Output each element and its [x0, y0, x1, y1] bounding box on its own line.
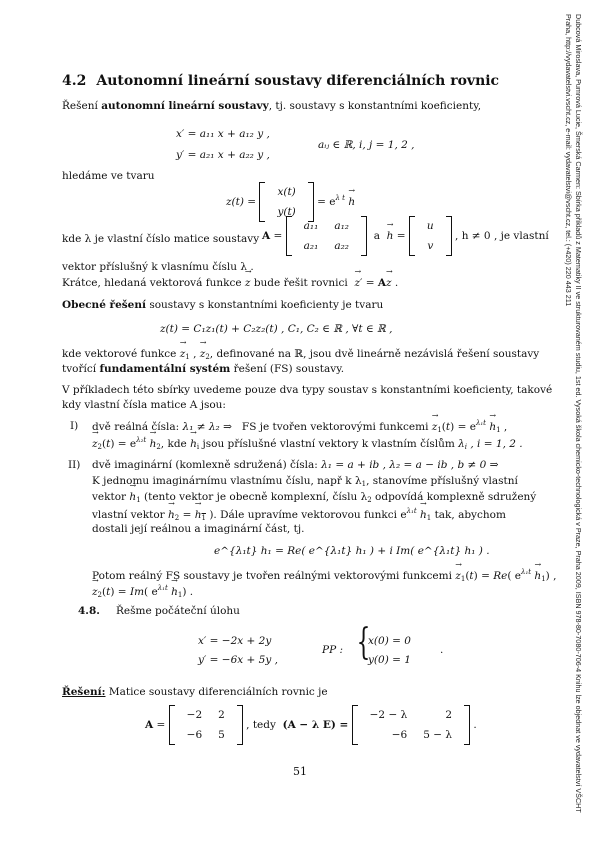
- and-word: a: [373, 230, 380, 243]
- example-matrix-a11: −2: [186, 709, 203, 721]
- vector-h: [409, 216, 452, 256]
- example-matrix-a12: 2: [218, 709, 225, 721]
- case-2-d: vektor: [92, 491, 127, 503]
- case-2-line4: vlastní vektor → $h_2$ = → $h_1$ ). Dále upravíme vektorovou funkci $e^{\lambda_1t} \to h_1$ tak, abychom: [92, 507, 506, 523]
- fs-tvorici: tvořící: [62, 363, 97, 375]
- example-matrix-a21: −6: [186, 729, 203, 742]
- case-2-a: dvě imaginární (komlexně sdružená) čísla:: [92, 459, 318, 471]
- case-2-mark: II): [68, 459, 81, 471]
- intro-rest: , tj. soustavy s konstantními koeficienty,: [268, 100, 482, 112]
- example-number: 4.8.: [78, 605, 100, 617]
- general-solution-bold: Obecné řešení: [62, 299, 146, 311]
- matrix-A-a12: a₁₂: [334, 220, 350, 232]
- system-eq2: y′ = a₂₁ x + a₂₂ y ,: [176, 149, 270, 161]
- fundamental-system-text: [62, 362, 344, 376]
- case-2-c: , stanovíme příslušný vlastní: [366, 475, 518, 487]
- characteristic-matrix: [352, 705, 470, 745]
- case-1-a: dvě reálná čísla:: [92, 421, 180, 433]
- example-eq1: x′ = −2x + 2y: [198, 635, 272, 647]
- ansatz-rhs: = e: [317, 196, 336, 209]
- case-2-condition: λ₁ = a + ib , λ₂ = a − ib , b ≠ 0 ⇒: [321, 459, 499, 471]
- char-matrix-label: (A − λ E) =: [282, 719, 349, 732]
- coefficient-domain: aᵢⱼ ∈ ℝ, i, j = 1, 2 ,: [318, 139, 415, 151]
- h-nonzero: , h ≠ 0 , je vlastní: [455, 230, 549, 243]
- example-matrix-A: [169, 705, 243, 745]
- initial-condition-y: y(0) = 1: [368, 654, 411, 666]
- char-matrix-b21: −6: [391, 729, 408, 742]
- solution-rest: Matice soustavy diferenciálních rovnic je: [108, 686, 328, 698]
- intro-paragraph: [62, 99, 481, 113]
- case-2-e: (tento vektor je obecně komplexní, číslu λ: [144, 491, 368, 503]
- vector-functions-text: kde vektorové funkce → $z_1$ , → $z_2$, definované na ℝ, jsou dvě lineárně nezávislá řešení soustavy: [62, 347, 539, 362]
- ansatz-equation: z(t) = x(t) y(t) = $e^{\lambda t} \to h$: [226, 182, 355, 222]
- complex-decomposition: e^{λ₁t} h₁ = Re( e^{λ₁t} h₁ ) + i Im( e^{λ₁t} h₁ ) .: [214, 545, 490, 557]
- example-text: Řešme počáteční úlohu: [116, 605, 240, 617]
- case-1-b: FS je tvořen vektorovými funkcemi: [241, 421, 429, 433]
- general-solution-intro: [62, 298, 383, 312]
- matrix-A-a22: a₂₂: [334, 240, 350, 253]
- examples-text-2: kdy vlastní čísla matice A jsou:: [62, 399, 226, 411]
- case-1-line1: dvě reálná čísla: λ₁ ≠ λ₂ ⇒ FS je tvořen vektorovými funkcemi → $z_1(t) = e^{\lambda_1t} \to h_1$ ,: [92, 419, 507, 435]
- intro-bold: autonomní lineární soustavy: [101, 100, 269, 112]
- initial-condition-x: x(0) = 0: [368, 635, 411, 647]
- char-matrix-b22: 5 − λ: [423, 729, 453, 742]
- real-fs-a: Potom reálný FS soustavy je tvořen reálnými vektorovými funkcemi: [92, 570, 452, 582]
- case-1-mark: I): [70, 420, 79, 432]
- tedy-word: , tedy: [246, 719, 276, 732]
- examples-text-1: V příkladech této sbírky uvedeme pouze dva typy soustav s konstantními koeficienty, takové: [62, 384, 553, 396]
- section-title: Autonomní lineární soustavy diferenciálních rovnic: [96, 73, 500, 89]
- short-summary-b: bude řešit rovnici: [253, 277, 348, 289]
- matrix-A-a21: a₂₁: [303, 240, 319, 253]
- ansatz-x: x(t): [277, 186, 296, 198]
- case-2-g: vlastní vektor: [92, 509, 165, 521]
- case-2-line3: vektor → $h_1$ (tento vektor je obecně komplexní, číslu $\lambda_2$ odpovídá komplexně sdružený: [92, 490, 536, 505]
- general-solution-rest: soustavy s konstantními koeficienty je tvaru: [149, 299, 384, 311]
- real-fs-z2: → $z_2(t) = Im$( $e^{\lambda_1t} \to h_1$) .: [92, 584, 193, 600]
- initial-conditions-period: .: [440, 644, 444, 656]
- section-number: 4.2: [62, 73, 87, 89]
- short-summary: Krátce, hledaná vektorová funkce → z bude řešit rovnici → z′ = A→ z .: [62, 276, 398, 290]
- case-2-i: tak, abychom: [434, 509, 506, 521]
- matrix-A: [286, 216, 367, 256]
- margin-citation: Dubcová Miroslava, Pumrová Lucie, Šmerská Carmen: Sbírka příkladů z Matematiky II ve strukturovaném studiu, 1st ed. Vysoká škola chemicko-technologická v Praze, Praha 2009, ISBN 978-80-7080-706-4 Knihu lze objednat ve vydavatelství VŠCHT Praha, http://vydavatelstvi.vscht.cz, e-mail: vydavatelstvi@vscht.cz, tel.: (+420) 220 443 211: [564, 14, 583, 813]
- hledame-text: hledáme ve tvaru: [62, 170, 155, 182]
- case-1-c: , kde: [160, 438, 187, 450]
- short-summary-a: Krátce, hledaná vektorová funkce: [62, 277, 242, 289]
- solution-matrices: A = −2 2 −6 5 , tedy (A − λ E) = −2 − λ 2 −6 5 − λ .: [145, 705, 477, 745]
- case-2-line1: [92, 458, 498, 472]
- eigen-definition-text: kde λ je vlastní číslo matice soustavy: [62, 233, 260, 245]
- solution-label: Řešení:: [62, 686, 106, 698]
- case-2-h: ). Dále upravíme vektorovou funkci: [209, 509, 398, 521]
- initial-conditions-brace: {: [356, 622, 371, 663]
- fs-bold: fundamentální systém: [99, 363, 231, 375]
- case-1-condition: λ₁ ≠ λ₂ ⇒: [182, 421, 232, 433]
- case-2-b: K jednomu imaginárnímu vlastnímu číslu, např k λ: [92, 475, 362, 487]
- char-matrix-b11: −2 − λ: [369, 709, 408, 721]
- intro-lead: Řešení: [62, 100, 98, 112]
- real-fs-text: Potom reálný FS soustavy je tvořen reálnými vektorovými funkcemi → $z_1(t) = Re$( $e^{\lambda_1t} \to h_1$) ,: [92, 568, 556, 584]
- case-2-f: odpovídá komplexně sdružený: [375, 491, 537, 503]
- general-solution-formula: z(t) = C₁z₁(t) + C₂z₂(t) , C₁, C₂ ∈ ℝ , ∀t ∈ ℝ ,: [160, 323, 393, 335]
- vector-h-v: v: [427, 240, 434, 253]
- example-eq2: y′ = −6x + 5y ,: [198, 654, 278, 666]
- vector-functions-a: kde vektorové funkce: [62, 348, 177, 360]
- case-2-line5: dostali její reálnou a imaginární část, tj.: [92, 523, 305, 535]
- vector-h-u: u: [426, 220, 434, 232]
- case-1-line2: → $z_2(t) = e^{\lambda_2t} \to h_2$, kde → $h_i$ jsou příslušné vlastní vektory k vlastním číslům $\lambda_i$ , i = 1, 2 .: [92, 436, 523, 452]
- ansatz-y: y(t): [277, 206, 296, 219]
- matrix-A-a11: a₁₁: [303, 220, 319, 232]
- solution-intro: [62, 685, 328, 699]
- example-matrix-a22: 5: [218, 729, 225, 742]
- fs-rest: řešení (FS) soustavy.: [233, 363, 345, 375]
- vector-functions-b: , definované na ℝ, jsou dvě lineárně nezávislá řešení soustavy: [209, 348, 540, 360]
- case-2-line2: K jednomu imaginárnímu vlastnímu číslu, např k $\lambda_1$, stanovíme příslušný vlastní: [92, 475, 518, 488]
- initial-conditions-label: PP :: [322, 644, 344, 656]
- matrix-A-definition: A = a₁₁ a₁₂ a₂₁ a₂₂ a → h = u v , h ≠ 0 , je vlastní: [262, 216, 549, 256]
- page-number: 51: [293, 765, 307, 778]
- ansatz-lhs: z(t) =: [226, 196, 257, 209]
- case-1-d: jsou příslušné vlastní vektory k vlastním číslům: [202, 438, 455, 450]
- system-eq1: x′ = a₁₁ x + a₁₂ y ,: [176, 128, 270, 140]
- eigenvector-text: vektor příslušný k vlasnímu číslu λ .: [62, 261, 254, 273]
- section-heading: [62, 72, 499, 91]
- char-matrix-b12: 2: [445, 709, 453, 721]
